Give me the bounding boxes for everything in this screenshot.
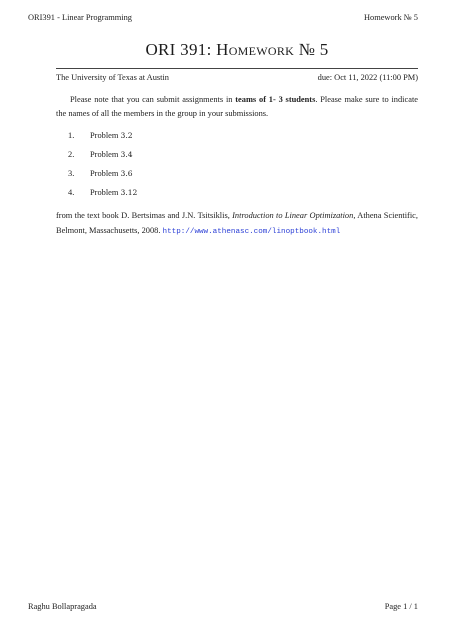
team-size-emphasis: teams of 1- 3 students [235,95,316,104]
problem-number: 3. [68,169,75,178]
problem-label: Problem [90,131,119,140]
problem-label: Problem [90,150,119,159]
body-text [56,93,418,240]
source-text-end: , Athena Scientific, Belmont, Massachusetts, 2008. [56,211,418,235]
problem-label: Problem [90,169,119,178]
info-line [56,73,418,82]
problem-ref: 3.4 [120,150,133,159]
list-item [56,129,418,143]
document-title: ORI 391: Homework № 5 [145,40,329,59]
source-text-start: from the text book D. Bertsimas and J.N. Tsitsiklis, [56,211,233,220]
book-link[interactable]: http://www.athenasc.com/linoptbook.html [162,228,341,236]
problem-label: Problem [90,188,119,197]
page-number: Page 1 / 1 [384,602,418,611]
problem-number: 2. [68,150,75,159]
problem-number: 1. [68,131,75,140]
footer-author: Raghu Bollapragada [28,602,97,611]
problem-ref: 3.6 [120,169,133,178]
list-item [56,148,418,162]
book-title: Introduction to Linear Optimization [232,211,354,220]
problem-list [56,129,418,200]
header-course: ORI391 - Linear Programming [28,13,132,22]
running-header [28,13,418,22]
header-homework: Homework № 5 [363,13,418,22]
intro-text-end: . Please make sure to indicate the names of all the members in the group in your submissions. [56,95,418,118]
intro-text-start: Please note that you can submit assignments in [70,95,236,104]
title-rule [56,68,418,69]
problem-number: 4. [68,188,75,197]
running-footer [28,602,418,611]
problem-ref: 3.12 [120,188,138,197]
problem-ref: 3.2 [120,131,133,140]
list-item [56,167,418,181]
due-date: due: Oct 11, 2022 (11:00 PM) [317,73,418,82]
institution: The University of Texas at Austin [56,73,169,82]
intro-paragraph [56,93,418,121]
source-paragraph [56,208,418,240]
list-item [56,186,418,200]
